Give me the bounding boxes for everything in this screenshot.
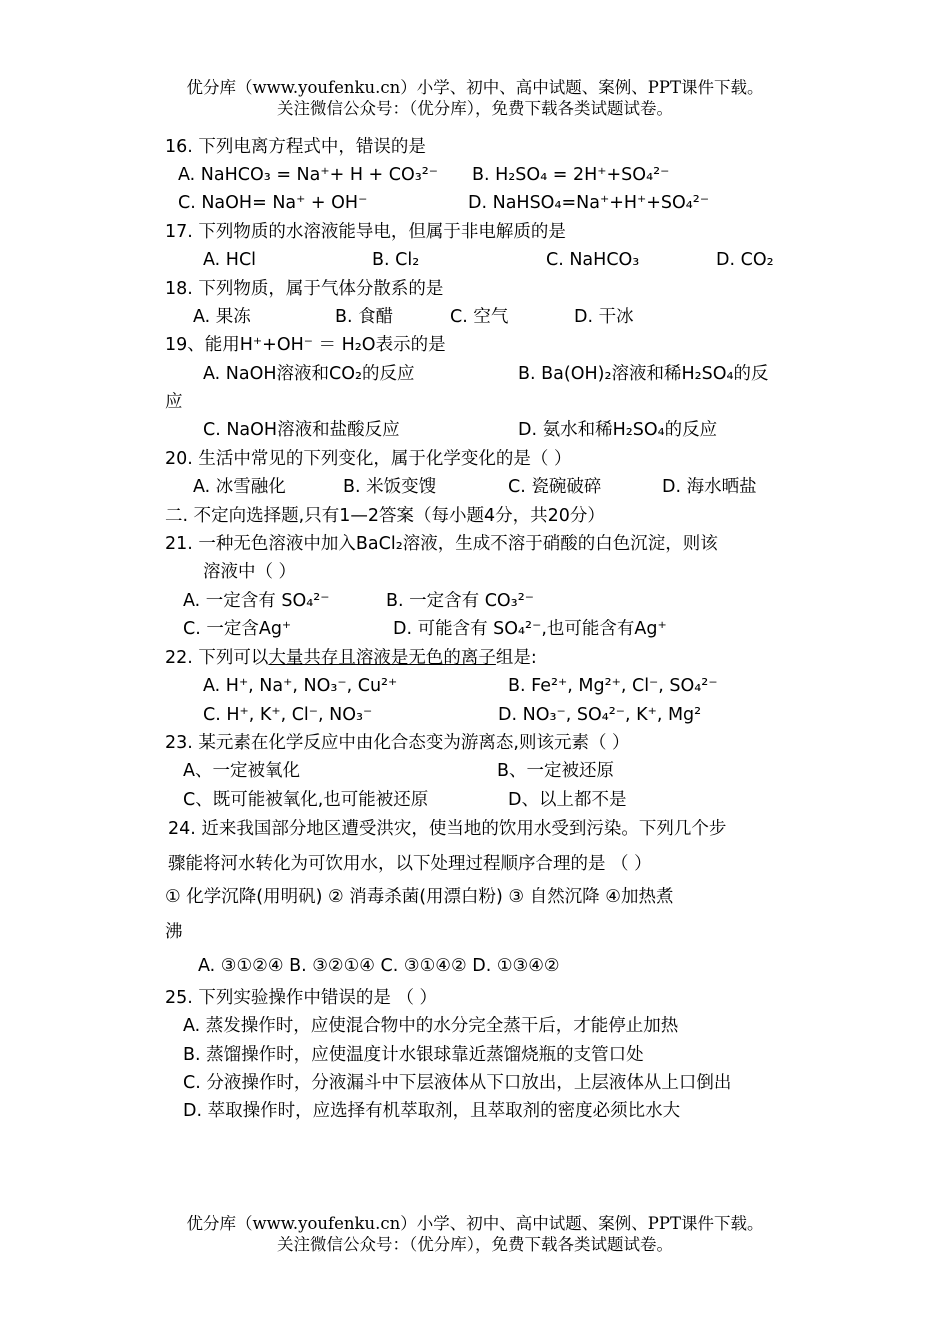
q22-option-a: A. H⁺, Na⁺, NO₃⁻, Cu²⁺ bbox=[203, 676, 398, 696]
q22-stem bbox=[165, 647, 537, 669]
q25-stem: 25. 下列实验操作中错误的是 （ ） bbox=[165, 988, 438, 1008]
q21-stem: 21. 一种无色溶液中加入BaCl₂溶液，生成不溶于硝酸的白色沉淀，则该 bbox=[165, 534, 718, 554]
q22-stem-start: 22. 下列可以 bbox=[165, 648, 269, 668]
q16-stem: 16. 下列电离方程式中，错误的是 bbox=[165, 137, 426, 157]
q17-option-b: B. Cl₂ bbox=[372, 250, 420, 270]
q25-option-b: B. 蒸馏操作时，应使温度计水银球靠近蒸馏烧瓶的支管口处 bbox=[183, 1045, 644, 1065]
q20-option-d: D. 海水晒盐 bbox=[662, 477, 757, 497]
q24-stem-continued: 骤能将河水转化为可饮用水，以下处理过程顺序合理的是 （ ） bbox=[168, 854, 652, 874]
q16-option-a: A. NaHCO₃ = Na⁺+ H + CO₃²⁻ bbox=[178, 165, 439, 185]
q19-option-b: B. Ba(OH)₂溶液和稀H₂SO₄的反 bbox=[518, 364, 769, 384]
q17-option-c: C. NaHCO₃ bbox=[546, 250, 640, 270]
q16-option-c: C. NaOH= Na⁺ + OH⁻ bbox=[178, 193, 368, 213]
q21-option-a: A. 一定含有 SO₄²⁻ bbox=[183, 591, 330, 611]
q18-option-b: B. 食醋 bbox=[335, 307, 394, 327]
q22-option-c: C. H⁺, K⁺, Cl⁻, NO₃⁻ bbox=[203, 705, 373, 725]
q21-option-c: C. 一定含Ag⁺ bbox=[183, 619, 292, 639]
footer-line-1: 优分库（www.youfenku.cn）小学、初中、高中试题、案例、PPT课件下载。 bbox=[186, 1214, 764, 1233]
q20-option-a: A. 冰雪融化 bbox=[193, 477, 286, 497]
q23-option-a: A、一定被氧化 bbox=[183, 761, 300, 781]
q19-option-d: D. 氨水和稀H₂SO₄的反应 bbox=[518, 420, 718, 440]
q19-option-c: C. NaOH溶液和盐酸反应 bbox=[203, 420, 400, 440]
q23-option-b: B、一定被还原 bbox=[497, 761, 615, 781]
q19-option-b-continued: 应 bbox=[165, 392, 183, 412]
q19-option-a: A. NaOH溶液和CO₂的反应 bbox=[203, 364, 415, 384]
q19-stem: 19、能用H⁺+OH⁻ ＝ H₂O表示的是 bbox=[165, 335, 446, 355]
q20-option-b: B. 米饭变馊 bbox=[343, 477, 437, 497]
q21-stem-continued: 溶液中（ ） bbox=[203, 562, 297, 582]
q24-steps-continued: 沸 bbox=[165, 922, 183, 942]
q24-stem: 24. 近来我国部分地区遭受洪灾，使当地的饮用水受到污染。下列几个步 bbox=[168, 819, 727, 839]
q21-option-d: D. 可能含有 SO₄²⁻,也可能含有Ag⁺ bbox=[393, 619, 667, 639]
q18-stem: 18. 下列物质，属于气体分散系的是 bbox=[165, 279, 444, 299]
q16-option-b: B. H₂SO₄ = 2H⁺+SO₄²⁻ bbox=[472, 165, 670, 185]
q17-option-d: D. CO₂ bbox=[716, 250, 774, 270]
q25-option-a: A. 蒸发操作时，应使混合物中的水分完全蒸干后，才能停止加热 bbox=[183, 1016, 679, 1036]
q25-option-d: D. 萃取操作时，应选择有机萃取剂，且萃取剂的密度必须比水大 bbox=[183, 1101, 681, 1121]
q20-stem: 20. 生活中常见的下列变化，属于化学变化的是（ ） bbox=[165, 449, 572, 469]
header-line-1: 优分库（www.youfenku.cn）小学、初中、高中试题、案例、PPT课件下载。 bbox=[186, 78, 764, 97]
q23-option-c: C、既可能被氧化,也可能被还原 bbox=[183, 790, 429, 810]
q22-stem-underlined: 大量共存且溶液是无色的离子 bbox=[268, 648, 496, 668]
q17-option-a: A. HCl bbox=[203, 250, 257, 270]
q18-option-c: C. 空气 bbox=[450, 307, 509, 327]
header-line-2: 关注微信公众号：（优分库），免费下载各类试题试卷。 bbox=[277, 99, 673, 118]
q18-option-a: A. 果冻 bbox=[193, 307, 251, 327]
q24-options: A. ③①②④ B. ③②①④ C. ③①④② D. ①③④② bbox=[198, 956, 560, 976]
q16-option-d: D. NaHSO₄=Na⁺+H⁺+SO₄²⁻ bbox=[468, 193, 710, 213]
q22-stem-end: 组是: bbox=[495, 648, 537, 668]
q25-option-c: C. 分液操作时，分液漏斗中下层液体从下口放出，上层液体从上口倒出 bbox=[183, 1073, 732, 1093]
footer-line-2: 关注微信公众号：（优分库），免费下载各类试题试卷。 bbox=[277, 1235, 673, 1254]
q18-option-d: D. 干冰 bbox=[574, 307, 634, 327]
section-2-heading: 二. 不定向选择题,只有1—2答案（每小题4分，共20分） bbox=[165, 506, 605, 526]
q22-option-d: D. NO₃⁻, SO₄²⁻, K⁺, Mg² bbox=[498, 705, 702, 725]
q23-option-d: D、以上都不是 bbox=[508, 790, 627, 810]
q17-stem: 17. 下列物质的水溶液能导电，但属于非电解质的是 bbox=[165, 222, 566, 242]
q22-option-b: B. Fe²⁺, Mg²⁺, Cl⁻, SO₄²⁻ bbox=[508, 676, 718, 696]
q20-option-c: C. 瓷碗破碎 bbox=[508, 477, 602, 497]
q23-stem: 23. 某元素在化学反应中由化合态变为游离态,则该元素（ ） bbox=[165, 733, 630, 753]
q21-option-b: B. 一定含有 CO₃²⁻ bbox=[386, 591, 534, 611]
q24-steps: ① 化学沉降(用明矾) ② 消毒杀菌(用漂白粉) ③ 自然沉降 ④加热煮 bbox=[165, 887, 674, 907]
